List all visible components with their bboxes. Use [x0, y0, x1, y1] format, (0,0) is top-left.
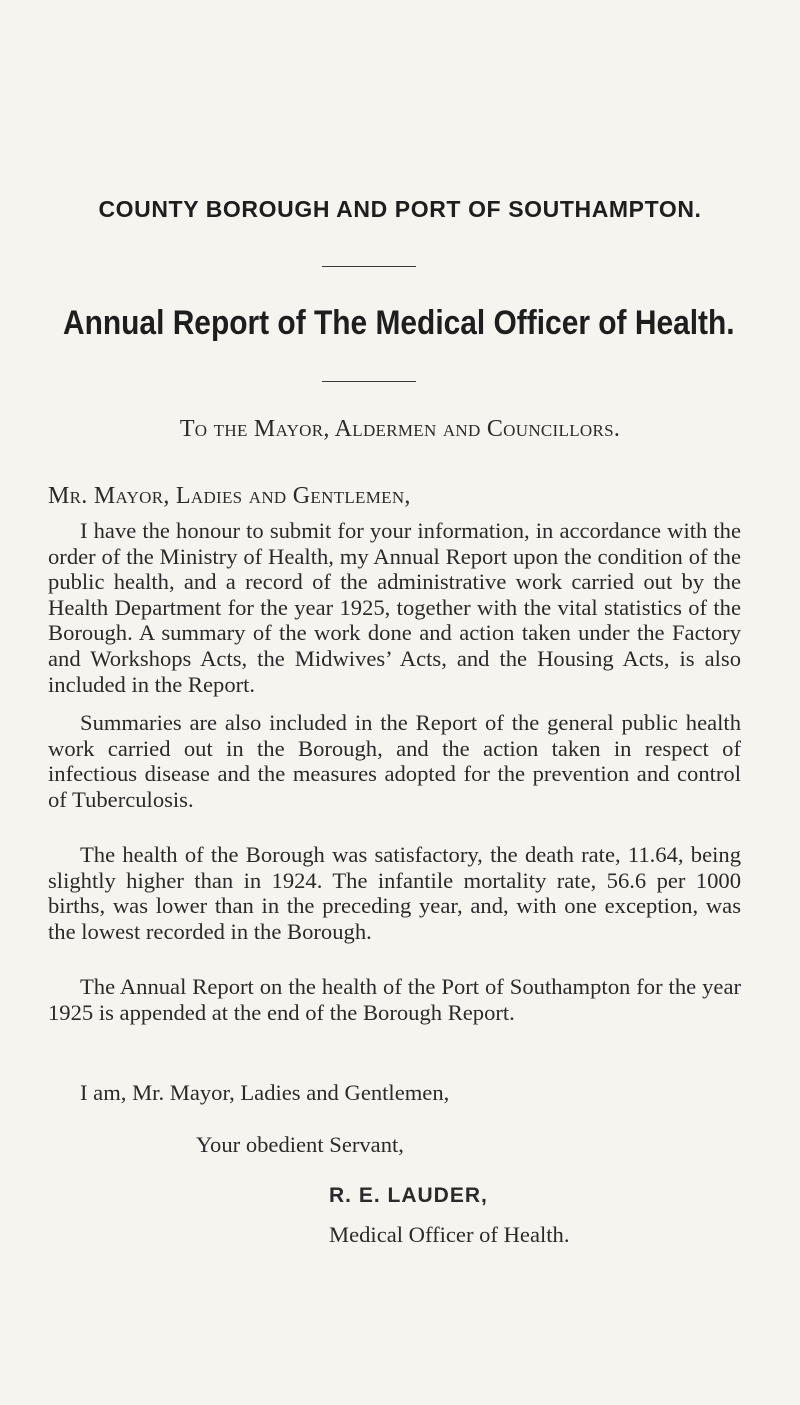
county-heading: COUNTY BOROUGH AND PORT OF SOUTHAMPTON. — [98, 196, 702, 222]
closing-line: I am, Mr. Mayor, Ladies and Gentlemen, — [80, 1080, 450, 1105]
divider-rule-top — [322, 266, 416, 267]
report-title: Annual Report of The Medical Officer of Health. — [62, 304, 735, 342]
signer-name: R. E. LAUDER, — [329, 1184, 488, 1207]
paragraph-port-report: The Annual Report on the health of the Port of Southampton for the year 1925 is appended at the end of the Borough Report. — [48, 974, 741, 1025]
salutation: Mr. Mayor, Ladies and Gentlemen, — [48, 483, 411, 509]
address-line: To the Mayor, Aldermen and Councillors. — [179, 416, 621, 442]
signer-title: Medical Officer of Health. — [329, 1222, 570, 1247]
paragraph-submission: I have the honour to submit for your information, in accordance with the order of the Ministry of Health, my Annual Report upon the condition of the public health, and a record of the administrative work carried out by the Health Department for the year 1925, together with the vital statistics of the Borough. A summary of the work done and action taken under the Factory and Workshops Acts, the Midwives’ Acts, and the Housing Acts, is also included in the Report. — [48, 518, 741, 697]
valediction: Your obedient Servant, — [196, 1132, 404, 1157]
paragraph-health-statistics: The health of the Borough was satisfactory, the death rate, 11.64, being slightly higher than in 1924. The infantile mortality rate, 56.6 per 1000 births, was lower than in the preceding year, and, with one exception, was the lowest recorded in the Borough. — [48, 842, 741, 944]
divider-rule-bottom — [322, 381, 416, 382]
paragraph-summaries: Summaries are also included in the Report of the general public health work carried out in the Borough, and the action taken in respect of infectious disease and the measures adopted for the prevention and control of Tuberculosis. — [48, 710, 741, 812]
